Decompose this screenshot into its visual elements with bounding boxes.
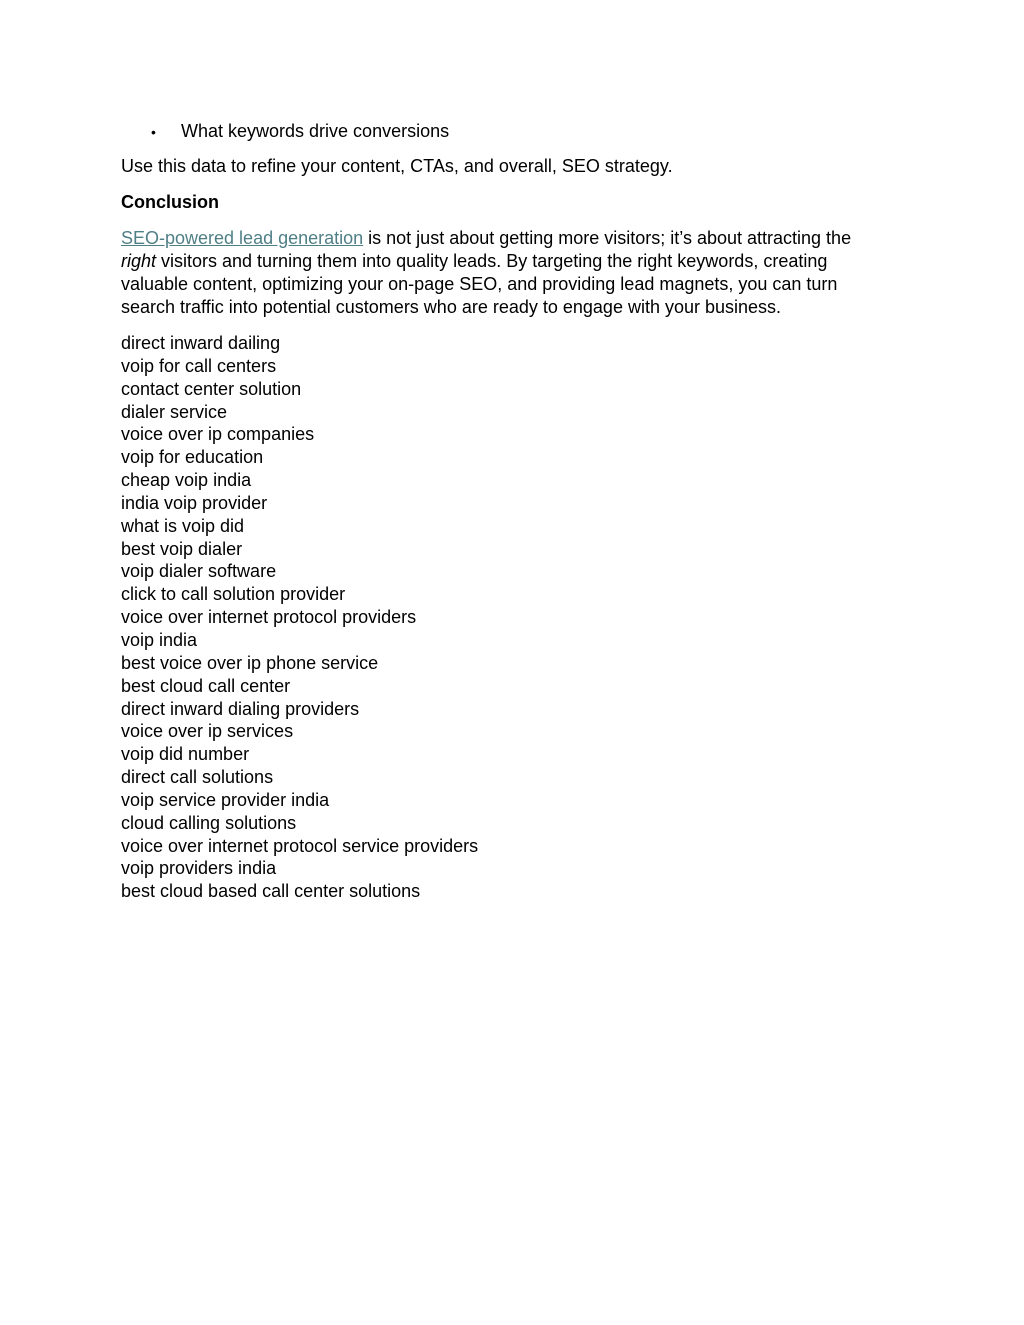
conclusion-text-2: visitors and turning them into quality leads. By targeting the right keywords, creating valuable content, optimizing your on-page SEO, and providing lead magnets, you can turn search traffic into potential customers who are ready to engage with your business.: [121, 251, 838, 317]
seo-lead-generation-link[interactable]: SEO-powered lead generation: [121, 228, 364, 248]
keyword-item: voip providers india: [121, 858, 277, 879]
keyword-item: cloud calling solutions: [121, 812, 297, 833]
keyword-item: voip did number: [121, 744, 250, 765]
keyword-item: best cloud call center: [121, 675, 291, 696]
keyword-item: what is voip did: [121, 515, 245, 536]
keyword-item: voip service provider india: [121, 789, 330, 810]
keyword-item: voip for call centers: [121, 355, 277, 376]
document-page: [121, 119, 891, 903]
bullet-item: [151, 119, 891, 143]
keyword-item: voip dialer software: [121, 561, 277, 582]
keyword-item: voice over internet protocol service providers: [121, 835, 479, 856]
keyword-item: click to call solution provider: [121, 584, 346, 605]
keyword-item: voice over ip services: [121, 721, 294, 742]
keyword-item: cheap voip india: [121, 470, 252, 491]
keyword-item: voip india: [121, 629, 198, 650]
keyword-item: best cloud based call center solutions: [121, 881, 421, 902]
keyword-item: contact center solution: [121, 378, 302, 399]
keyword-item: direct inward dialing providers: [121, 698, 360, 719]
section-heading: Conclusion: [121, 192, 219, 212]
bullet-marker: •: [151, 124, 156, 140]
conclusion-italic-word: right: [121, 251, 157, 271]
intro-paragraph: Use this data to refine your content, CTAs, and overall, SEO strategy.: [121, 156, 673, 176]
keyword-item: direct call solutions: [121, 767, 274, 788]
keyword-list: [121, 332, 891, 903]
keyword-item: voice over internet protocol providers: [121, 607, 417, 628]
conclusion-text-1: is not just about getting more visitors; it’s about attracting the: [363, 228, 852, 248]
keyword-item: best voip dialer: [121, 538, 243, 559]
keyword-item: best voice over ip phone service: [121, 652, 379, 673]
keyword-item: voice over ip companies: [121, 424, 315, 445]
keyword-item: india voip provider: [121, 492, 268, 513]
conclusion-paragraph: [121, 227, 891, 319]
keyword-item: direct inward dailing: [121, 333, 281, 353]
bullet-text: What keywords drive conversions: [181, 121, 450, 141]
keyword-item: dialer service: [121, 401, 228, 422]
keyword-item: voip for education: [121, 447, 264, 468]
